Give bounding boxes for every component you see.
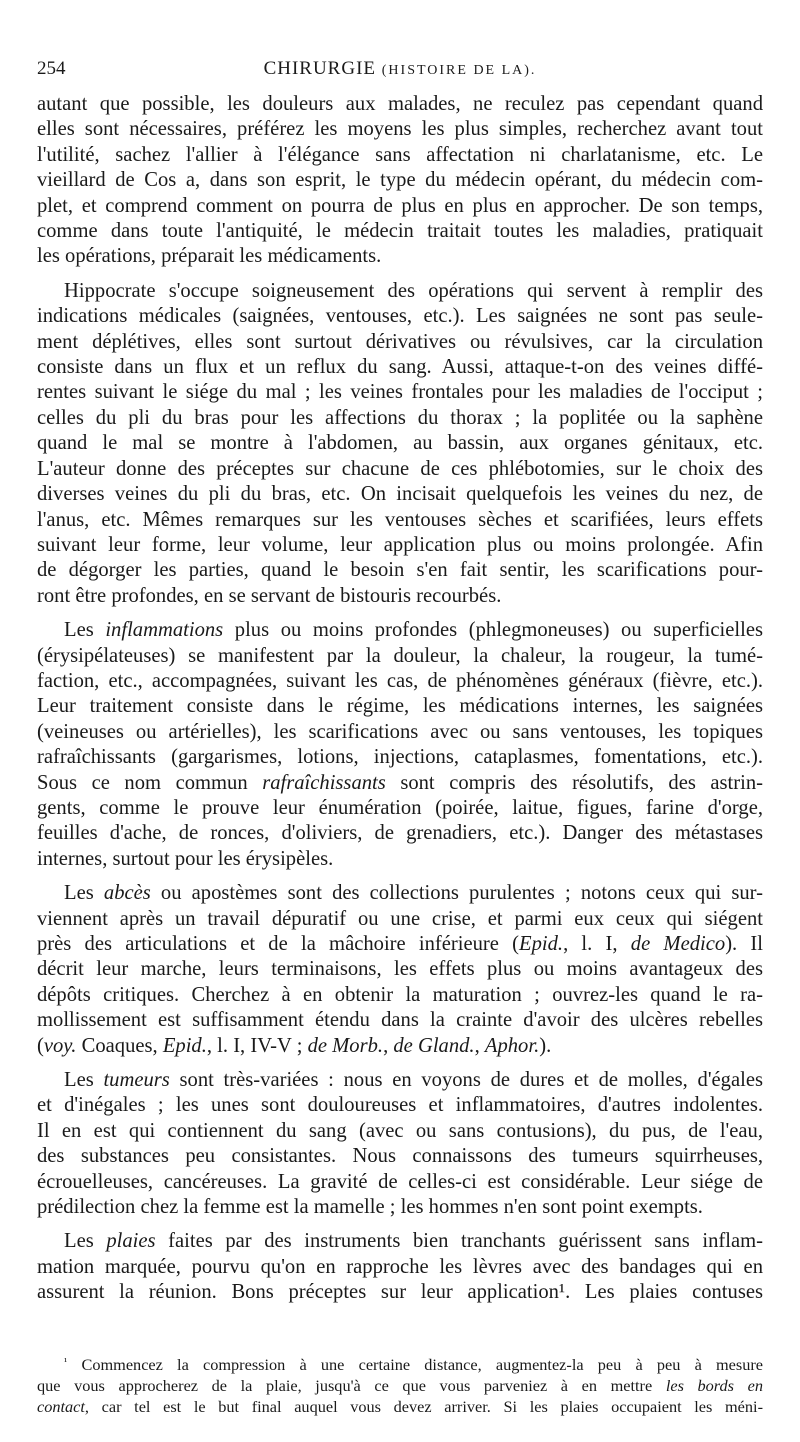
text-line: suivant leur forme, leur volume, leur application plus ou moins prolongée. Afin bbox=[37, 533, 763, 556]
text-line: décrit leur marche, leurs terminaisons, les effets plus ou moins avantageux des bbox=[37, 958, 763, 981]
text-line: viennent après un travail dépuratif ou une crise, et parmi eux ceux qui siégent bbox=[37, 907, 763, 930]
text-line: Sous ce nom commun rafraîchissants sont compris des résolutifs, des astrin- bbox=[37, 771, 763, 794]
text-line: Les plaies faites par des instruments bien tranchants guérissent sans inflam- bbox=[64, 1230, 763, 1253]
text-line: rafraîchissants (gargarismes, lotions, injections, cataplasmes, fomentations, etc.). bbox=[37, 746, 763, 769]
page-number: 254 bbox=[37, 58, 66, 79]
footnote-line: $^{^1}$ Commencez la compression à une certaine distance, augmentez-la peu à peu à mesure bbox=[64, 1355, 763, 1374]
text-line: comme dans toute l'antiquité, le médecin traitait toutes les maladies, pratiquait bbox=[37, 220, 763, 243]
text-line: prédilection chez la femme est la mamelle ; les hommes n'en sont point exempts. bbox=[37, 1196, 703, 1219]
text-line: Les abcès ou apostèmes sont des collections purulentes ; notons ceux qui sur- bbox=[64, 882, 763, 905]
text-line: diverses veines du pli du bras, etc. On incisait quelquefois les veines du nez, de bbox=[37, 483, 763, 506]
text-line: et d'inégales ; les unes sont douloureuses et inflammatoires, d'autres indolentes. bbox=[37, 1094, 763, 1117]
citation: de Gland. bbox=[393, 1034, 475, 1057]
running-title bbox=[37, 58, 763, 80]
footnote-line: que vous approcherez de la plaie, jusqu'à ce que vous parveniez à en mettre les bords en bbox=[37, 1376, 763, 1395]
page-header bbox=[37, 58, 763, 88]
text-line: des substances peu consistantes. Nous connaissons des tumeurs squirrheuses, bbox=[37, 1145, 763, 1168]
text-line: les opérations, préparait les médicaments. bbox=[37, 245, 382, 268]
text-line: celles du pli du bras pour les affections du thorax ; la poplitée ou la saphène bbox=[37, 406, 763, 429]
paragraph-4 bbox=[37, 881, 763, 1059]
text-line: Les tumeurs sont très-variées : nous en voyons de dures et de molles, d'égales bbox=[64, 1069, 763, 1092]
text-line: ront être profondes, en se servant de bistouris recourbés. bbox=[37, 584, 502, 607]
paragraph-6 bbox=[37, 1229, 763, 1305]
citation: de Morb. bbox=[307, 1034, 384, 1057]
italic-term: les bords en bbox=[665, 1376, 763, 1395]
text-line: écrouelleuses, cancéreuses. La gravité de celles-ci est considérable. Leur siége de bbox=[37, 1170, 763, 1193]
running-title-sub: (HISTOIRE DE LA). bbox=[381, 63, 537, 78]
footnote-marker: ¹ bbox=[64, 1356, 68, 1368]
text-line: (veineuses ou artérielles), les scarifications avec ou sans ventouses, les topiques bbox=[37, 720, 763, 743]
italic-term: contact bbox=[37, 1397, 85, 1416]
italic-term: tumeurs bbox=[103, 1069, 170, 1092]
citation: Epid. bbox=[519, 933, 564, 955]
paragraph-2 bbox=[37, 279, 763, 609]
text-line: (voy. Coaques, Epid., l. I, IV-V ; de Morb., de Gland., Aphor.). bbox=[37, 1034, 552, 1057]
footnote bbox=[37, 1352, 763, 1417]
italic-term: rafraîchissants bbox=[262, 771, 386, 794]
text-line: dépôts critiques. Cherchez à en obtenir la maturation ; ouvrez-les quand le ra- bbox=[37, 983, 763, 1006]
text-line: mation marquée, pourvu qu'on en rapproche les lèvres avec des bandages qui en bbox=[37, 1255, 763, 1278]
paragraph-1 bbox=[37, 92, 763, 270]
running-title-main: CHIRURGIE bbox=[263, 58, 377, 79]
italic-term: plaies bbox=[106, 1230, 156, 1253]
text-line: faction, etc., accompagnées, suivant les cas, de phénomènes généraux (fièvre, etc.). bbox=[37, 669, 763, 692]
text-line: internes, surtout pour les érysipèles. bbox=[37, 847, 334, 870]
citation: Aphor. bbox=[484, 1034, 540, 1057]
text-line: feuilles d'ache, de ronces, d'oliviers, de grenadiers, etc.). Danger des métastases bbox=[37, 822, 763, 845]
text-line: l'anus, etc. Mêmes remarques sur les ventouses sèches et scarifiées, leurs effets bbox=[37, 508, 763, 531]
text-line: vieillard de Cos a, dans son esprit, le type du médecin opérant, du médecin com- bbox=[37, 169, 763, 192]
citation: Epid. bbox=[162, 1034, 207, 1057]
text-line: elles sont nécessaires, préférez les moyens les plus simples, recherchez avant tout bbox=[37, 118, 763, 141]
text-line: Hippocrate s'occupe soigneusement des opérations qui servent à remplir des bbox=[64, 279, 763, 302]
text-line: autant que possible, les douleurs aux malades, ne reculez pas cependant quand bbox=[37, 93, 763, 115]
italic-term: abcès bbox=[103, 882, 151, 905]
text-line: assurent la réunion. Bons préceptes sur leur application¹. Les plaies contuses bbox=[37, 1281, 763, 1304]
paragraph-3 bbox=[37, 618, 763, 872]
text-line: plet, et comprend comment on pourra de plus en plus en approcher. De son temps, bbox=[37, 194, 763, 217]
footnote-line: contact, car tel est le but final auquel vous devez arriver. Si les plaies occupaient les méni- bbox=[37, 1397, 763, 1416]
text-line: consiste dans un flux et un reflux du sang. Aussi, attaque-t-on des veines diffé- bbox=[37, 356, 763, 379]
text-line: près des articulations et de la mâchoire inférieure (Epid., l. I, de Medico). Il bbox=[37, 933, 763, 955]
paragraph-5 bbox=[37, 1068, 763, 1220]
text-line: quand le mal se montre à l'abdomen, au bassin, aux organes génitaux, etc. bbox=[37, 432, 763, 455]
text-line: de dégorger les parties, quand le besoin s'en fait sentir, les scarifications pour- bbox=[37, 559, 763, 582]
text-line: gents, comme le prouve leur énumération (poirée, laitue, figues, farine d'orge, bbox=[37, 796, 763, 819]
text-line: l'utilité, sachez l'allier à l'élégance sans affectation ni charlatanisme, etc. Le bbox=[37, 143, 763, 166]
citation: voy. bbox=[43, 1034, 77, 1057]
text-line: indications médicales (saignées, ventouses, etc.). Les saignées ne sont pas seule- bbox=[37, 305, 763, 328]
text-line: Il en est qui contiennent du sang (avec ou sans contusions), du pus, de l'eau, bbox=[37, 1119, 763, 1142]
page-body bbox=[37, 92, 763, 1306]
text-line: mollissement est suffisamment étendu dans la crainte d'avoir des ulcères rebelles bbox=[37, 1009, 763, 1032]
citation: de Medico bbox=[630, 933, 726, 955]
text-line: ment déplétives, elles sont surtout dérivatives ou révulsives, car la circulation bbox=[37, 330, 763, 353]
text-line: (érysipélateuses) se manifestent par la douleur, la chaleur, la rougeur, la tumé- bbox=[37, 644, 763, 667]
text-line: Les inflammations plus ou moins profondes (phlegmoneuses) ou superficielles bbox=[64, 619, 763, 642]
text-line: L'auteur donne des préceptes sur chacune de ces phlébotomies, sur le choix des bbox=[37, 457, 763, 480]
text-line: Leur traitement consiste dans le régime, les médications internes, les saignées bbox=[37, 695, 763, 718]
italic-term: inflammations bbox=[105, 619, 224, 642]
text-line: rentes suivant le siége du mal ; les veines frontales pour les maladies de l'occiput ; bbox=[37, 381, 763, 404]
